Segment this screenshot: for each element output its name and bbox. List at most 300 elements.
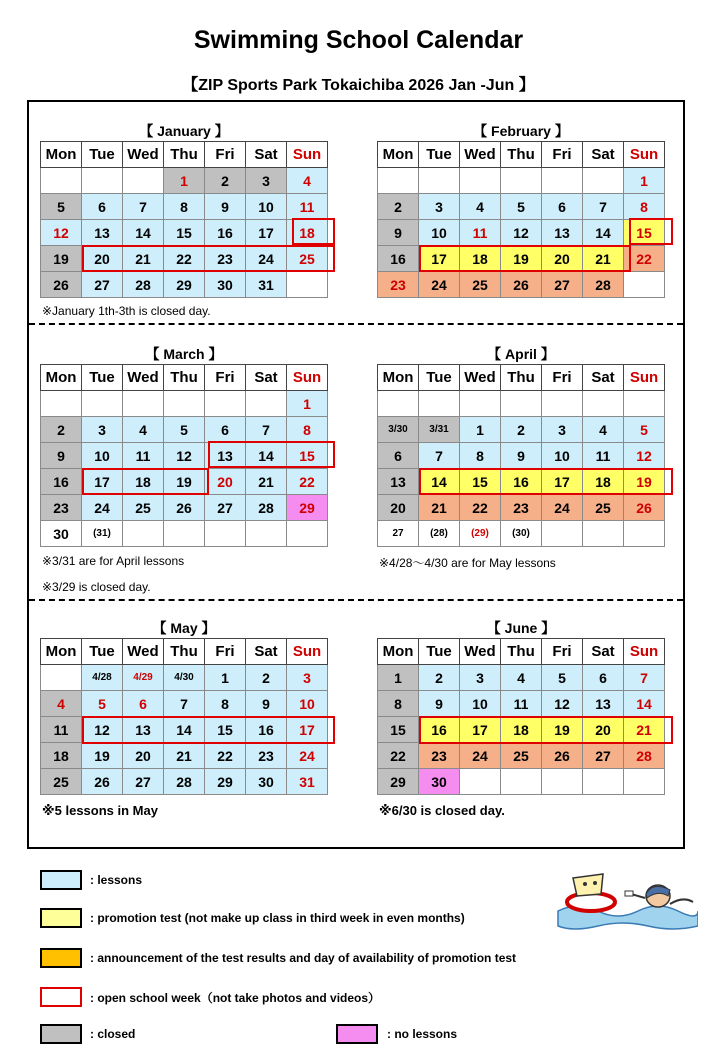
day-cell: 25 xyxy=(460,272,501,298)
day-cell: 12 xyxy=(41,220,82,246)
day-cell: 11 xyxy=(287,194,328,220)
day-cell xyxy=(205,521,246,547)
day-cell: 7 xyxy=(164,691,205,717)
month-grid xyxy=(40,364,328,547)
week-row xyxy=(378,691,665,717)
day-cell: 15 xyxy=(287,443,328,469)
day-cell: 21 xyxy=(419,495,460,521)
weekday-header: Thu xyxy=(164,365,205,391)
day-cell: 23 xyxy=(246,743,287,769)
day-cell: 12 xyxy=(624,443,665,469)
legend-open-week-swatch xyxy=(40,987,82,1007)
weekday-header: Sat xyxy=(246,639,287,665)
weekday-header: Fri xyxy=(542,365,583,391)
swimmer-illustration-icon xyxy=(553,866,698,936)
day-cell: 12 xyxy=(82,717,123,743)
day-cell xyxy=(164,521,205,547)
day-cell: 13 xyxy=(542,220,583,246)
day-cell: 20 xyxy=(583,717,624,743)
day-cell: 15 xyxy=(460,469,501,495)
day-cell: 4/30 xyxy=(164,665,205,691)
day-cell: 1 xyxy=(205,665,246,691)
legend-lessons-swatch xyxy=(40,870,82,890)
day-cell: 17 xyxy=(542,469,583,495)
weekday-header-row xyxy=(378,142,665,168)
day-cell: 27 xyxy=(378,521,419,547)
day-cell xyxy=(501,391,542,417)
day-cell: 10 xyxy=(419,220,460,246)
day-cell: 22 xyxy=(164,246,205,272)
week-row xyxy=(41,691,328,717)
day-cell xyxy=(378,168,419,194)
weekday-header: Sun xyxy=(624,365,665,391)
day-cell: (31) xyxy=(82,521,123,547)
day-cell: 4 xyxy=(583,417,624,443)
month-title: 【 June 】 xyxy=(486,620,556,636)
weekday-header: Fri xyxy=(205,142,246,168)
day-cell: 29 xyxy=(205,769,246,795)
day-cell: 6 xyxy=(542,194,583,220)
day-cell: 8 xyxy=(378,691,419,717)
day-cell: 26 xyxy=(164,495,205,521)
day-cell xyxy=(82,168,123,194)
day-cell xyxy=(583,521,624,547)
day-cell: 19 xyxy=(542,717,583,743)
day-cell: 19 xyxy=(164,469,205,495)
week-row xyxy=(378,194,665,220)
month-title: 【 May 】 xyxy=(152,620,216,636)
weekday-header-row xyxy=(41,639,328,665)
note-january: ※January 1th-3th is closed day. xyxy=(42,304,211,318)
day-cell: 8 xyxy=(460,443,501,469)
week-row xyxy=(41,743,328,769)
week-row xyxy=(378,743,665,769)
day-cell: 20 xyxy=(205,469,246,495)
week-row xyxy=(41,521,328,547)
day-cell xyxy=(624,521,665,547)
day-cell xyxy=(419,168,460,194)
week-row xyxy=(41,665,328,691)
day-cell xyxy=(246,521,287,547)
day-cell: 6 xyxy=(583,665,624,691)
day-cell: 28 xyxy=(164,769,205,795)
day-cell: 2 xyxy=(378,194,419,220)
divider-1 xyxy=(29,323,683,325)
day-cell: 11 xyxy=(41,717,82,743)
week-row xyxy=(378,391,665,417)
day-cell: 12 xyxy=(501,220,542,246)
day-cell xyxy=(542,391,583,417)
calendar-may xyxy=(40,620,328,795)
day-cell: 28 xyxy=(583,272,624,298)
day-cell: 17 xyxy=(82,469,123,495)
day-cell xyxy=(460,769,501,795)
day-cell: 4 xyxy=(460,194,501,220)
day-cell: 18 xyxy=(460,246,501,272)
day-cell: 5 xyxy=(624,417,665,443)
day-cell: 16 xyxy=(378,246,419,272)
week-row xyxy=(41,443,328,469)
week-row xyxy=(378,443,665,469)
weekday-header: Mon xyxy=(378,365,419,391)
day-cell: 23 xyxy=(41,495,82,521)
day-cell: (30) xyxy=(501,521,542,547)
note-may: ※5 lessons in May xyxy=(42,803,158,818)
weekday-header-row xyxy=(41,142,328,168)
legend-announce-swatch xyxy=(40,948,82,968)
day-cell: 9 xyxy=(41,443,82,469)
day-cell: 14 xyxy=(123,220,164,246)
page-subtitle: 【ZIP Sports Park Tokaichiba 2026 Jan -Jun 】 xyxy=(182,77,535,94)
day-cell: 19 xyxy=(82,743,123,769)
day-cell: 2 xyxy=(501,417,542,443)
day-cell: 21 xyxy=(164,743,205,769)
day-cell: 18 xyxy=(583,469,624,495)
day-cell: 7 xyxy=(624,665,665,691)
weekday-header: Sun xyxy=(287,639,328,665)
day-cell: 7 xyxy=(246,417,287,443)
day-cell: 4 xyxy=(41,691,82,717)
week-row xyxy=(41,769,328,795)
weekday-header: Sat xyxy=(583,365,624,391)
legend-closed-label: : closed xyxy=(90,1027,136,1041)
week-row xyxy=(41,469,328,495)
day-cell: 11 xyxy=(583,443,624,469)
day-cell: 18 xyxy=(287,220,328,246)
weekday-header: Sat xyxy=(246,142,287,168)
day-cell: 15 xyxy=(164,220,205,246)
legend-no-lessons-swatch xyxy=(336,1024,378,1044)
week-row xyxy=(41,194,328,220)
day-cell: 4 xyxy=(287,168,328,194)
day-cell: 28 xyxy=(624,743,665,769)
day-cell: 25 xyxy=(123,495,164,521)
day-cell: 15 xyxy=(205,717,246,743)
day-cell: 2 xyxy=(419,665,460,691)
day-cell: 24 xyxy=(460,743,501,769)
day-cell: 12 xyxy=(164,443,205,469)
day-cell: 28 xyxy=(123,272,164,298)
week-row xyxy=(41,220,328,246)
month-title: 【 January 】 xyxy=(139,123,229,139)
day-cell: 17 xyxy=(419,246,460,272)
day-cell: 20 xyxy=(542,246,583,272)
day-cell: 10 xyxy=(82,443,123,469)
day-cell xyxy=(583,769,624,795)
day-cell: 5 xyxy=(542,665,583,691)
day-cell: 18 xyxy=(123,469,164,495)
note-april: ※4/28～4/30 are for May lessons xyxy=(379,556,556,570)
weekday-header: Wed xyxy=(460,142,501,168)
day-cell: 14 xyxy=(624,691,665,717)
day-cell: 17 xyxy=(246,220,287,246)
calendar-june xyxy=(377,620,665,795)
day-cell: 24 xyxy=(246,246,287,272)
weekday-header-row xyxy=(378,639,665,665)
day-cell: 13 xyxy=(123,717,164,743)
day-cell: 16 xyxy=(205,220,246,246)
day-cell: 28 xyxy=(246,495,287,521)
divider-2 xyxy=(29,599,683,601)
day-cell: 26 xyxy=(41,272,82,298)
legend-announce-label: : announcement of the test results and day of availability of promotion test xyxy=(90,951,517,965)
day-cell: 13 xyxy=(205,443,246,469)
day-cell: 23 xyxy=(378,272,419,298)
weekday-header: Wed xyxy=(123,142,164,168)
day-cell: 4 xyxy=(123,417,164,443)
month-grid xyxy=(377,638,665,795)
day-cell: 10 xyxy=(287,691,328,717)
day-cell xyxy=(460,168,501,194)
week-row xyxy=(41,168,328,194)
day-cell xyxy=(501,168,542,194)
day-cell: 22 xyxy=(460,495,501,521)
day-cell: 14 xyxy=(583,220,624,246)
month-grid xyxy=(377,364,665,547)
day-cell xyxy=(246,391,287,417)
day-cell: 3 xyxy=(460,665,501,691)
day-cell xyxy=(624,769,665,795)
week-row xyxy=(378,469,665,495)
week-row xyxy=(378,495,665,521)
day-cell: 5 xyxy=(82,691,123,717)
day-cell: 15 xyxy=(378,717,419,743)
weekday-header: Tue xyxy=(82,639,123,665)
day-cell: 6 xyxy=(205,417,246,443)
day-cell: 27 xyxy=(205,495,246,521)
day-cell: 30 xyxy=(205,272,246,298)
day-cell: 13 xyxy=(583,691,624,717)
day-cell: 25 xyxy=(41,769,82,795)
weekday-header: Tue xyxy=(82,142,123,168)
week-row xyxy=(378,220,665,246)
day-cell: 9 xyxy=(501,443,542,469)
day-cell: 24 xyxy=(419,272,460,298)
day-cell: 13 xyxy=(378,469,419,495)
day-cell: 20 xyxy=(82,246,123,272)
weekday-header: Tue xyxy=(82,365,123,391)
weekday-header: Sat xyxy=(583,142,624,168)
weekday-header: Thu xyxy=(164,142,205,168)
day-cell: 26 xyxy=(542,743,583,769)
week-row xyxy=(41,495,328,521)
weekday-header: Sun xyxy=(624,142,665,168)
week-row xyxy=(378,272,665,298)
day-cell: 14 xyxy=(164,717,205,743)
day-cell: 22 xyxy=(378,743,419,769)
month-grid xyxy=(40,141,328,298)
day-cell: 16 xyxy=(501,469,542,495)
calendar-february xyxy=(377,123,665,298)
day-cell: 22 xyxy=(205,743,246,769)
day-cell: 19 xyxy=(501,246,542,272)
day-cell: 27 xyxy=(542,272,583,298)
legend-open-week-label: : open school week（not take photos and videos） xyxy=(90,991,381,1005)
day-cell: 22 xyxy=(624,246,665,272)
day-cell: 19 xyxy=(41,246,82,272)
day-cell: 29 xyxy=(287,495,328,521)
month-grid xyxy=(40,638,328,795)
day-cell: 1 xyxy=(460,417,501,443)
day-cell: 26 xyxy=(624,495,665,521)
day-cell xyxy=(542,168,583,194)
weekday-header: Wed xyxy=(460,365,501,391)
day-cell: 20 xyxy=(123,743,164,769)
weekday-header: Thu xyxy=(164,639,205,665)
day-cell xyxy=(82,391,123,417)
week-row xyxy=(41,417,328,443)
day-cell: 16 xyxy=(41,469,82,495)
day-cell: 31 xyxy=(246,272,287,298)
day-cell: 23 xyxy=(501,495,542,521)
day-cell: 30 xyxy=(41,521,82,547)
weekday-header: Wed xyxy=(460,639,501,665)
day-cell: 17 xyxy=(460,717,501,743)
month-grid xyxy=(377,141,665,298)
day-cell: 29 xyxy=(378,769,419,795)
day-cell: 8 xyxy=(287,417,328,443)
note-june: ※6/30 is closed day. xyxy=(379,803,505,818)
day-cell xyxy=(542,521,583,547)
day-cell: 30 xyxy=(246,769,287,795)
week-row xyxy=(41,272,328,298)
day-cell: 11 xyxy=(123,443,164,469)
day-cell xyxy=(287,521,328,547)
day-cell: 4/29 xyxy=(123,665,164,691)
day-cell: 1 xyxy=(287,391,328,417)
calendar-april xyxy=(377,346,665,547)
week-row xyxy=(378,769,665,795)
day-cell: 20 xyxy=(378,495,419,521)
week-row xyxy=(378,521,665,547)
day-cell: 22 xyxy=(287,469,328,495)
day-cell xyxy=(41,391,82,417)
calendar-january xyxy=(40,123,328,298)
weekday-header: Wed xyxy=(123,365,164,391)
day-cell: 3/31 xyxy=(419,417,460,443)
day-cell: 11 xyxy=(460,220,501,246)
weekday-header: Tue xyxy=(419,142,460,168)
calendar-march xyxy=(40,346,328,547)
day-cell: 21 xyxy=(624,717,665,743)
day-cell: 21 xyxy=(583,246,624,272)
weekday-header: Fri xyxy=(542,142,583,168)
week-row xyxy=(41,391,328,417)
day-cell: (28) xyxy=(419,521,460,547)
day-cell: 1 xyxy=(378,665,419,691)
day-cell xyxy=(123,521,164,547)
day-cell xyxy=(583,391,624,417)
day-cell xyxy=(41,168,82,194)
day-cell: 5 xyxy=(501,194,542,220)
day-cell: 11 xyxy=(501,691,542,717)
note-march-1: ※3/31 are for April lessons xyxy=(42,554,185,568)
day-cell: 25 xyxy=(583,495,624,521)
day-cell: 10 xyxy=(246,194,287,220)
day-cell xyxy=(164,391,205,417)
weekday-header: Fri xyxy=(542,639,583,665)
day-cell xyxy=(624,272,665,298)
day-cell: 14 xyxy=(246,443,287,469)
weekday-header: Thu xyxy=(501,365,542,391)
week-row xyxy=(378,246,665,272)
legend-test-label: : promotion test (not make up class in third week in even months) xyxy=(90,911,465,925)
day-cell: 9 xyxy=(205,194,246,220)
day-cell: 5 xyxy=(41,194,82,220)
day-cell: 6 xyxy=(82,194,123,220)
weekday-header: Thu xyxy=(501,142,542,168)
legend-closed-swatch xyxy=(40,1024,82,1044)
day-cell: 9 xyxy=(378,220,419,246)
day-cell: 18 xyxy=(501,717,542,743)
weekday-header: Mon xyxy=(378,639,419,665)
day-cell: 25 xyxy=(287,246,328,272)
weekday-header: Tue xyxy=(419,365,460,391)
day-cell: 10 xyxy=(460,691,501,717)
month-title: 【 February 】 xyxy=(473,123,569,139)
weekday-header: Sun xyxy=(287,142,328,168)
day-cell: 18 xyxy=(41,743,82,769)
day-cell: 3 xyxy=(82,417,123,443)
month-title: 【 April 】 xyxy=(487,346,555,362)
weekday-header: Mon xyxy=(41,142,82,168)
legend-no-lessons-label: : no lessons xyxy=(387,1027,458,1041)
day-cell: 25 xyxy=(501,743,542,769)
weekday-header: Mon xyxy=(41,365,82,391)
day-cell xyxy=(287,272,328,298)
day-cell: 4 xyxy=(501,665,542,691)
day-cell: 3/30 xyxy=(378,417,419,443)
day-cell: 15 xyxy=(624,220,665,246)
weekday-header: Sun xyxy=(287,365,328,391)
day-cell: 1 xyxy=(164,168,205,194)
day-cell: 14 xyxy=(419,469,460,495)
day-cell: 21 xyxy=(246,469,287,495)
week-row xyxy=(378,168,665,194)
day-cell xyxy=(378,391,419,417)
day-cell: 10 xyxy=(542,443,583,469)
day-cell xyxy=(419,391,460,417)
day-cell: 2 xyxy=(205,168,246,194)
weekday-header: Mon xyxy=(378,142,419,168)
day-cell: 26 xyxy=(82,769,123,795)
day-cell: 9 xyxy=(246,691,287,717)
weekday-header-row xyxy=(41,365,328,391)
day-cell: 1 xyxy=(624,168,665,194)
day-cell xyxy=(41,665,82,691)
day-cell: 29 xyxy=(164,272,205,298)
week-row xyxy=(41,246,328,272)
day-cell: 27 xyxy=(583,743,624,769)
day-cell: 2 xyxy=(41,417,82,443)
day-cell: (29) xyxy=(460,521,501,547)
weekday-header: Wed xyxy=(123,639,164,665)
week-row xyxy=(41,717,328,743)
weekday-header: Sat xyxy=(583,639,624,665)
day-cell: 19 xyxy=(624,469,665,495)
day-cell: 24 xyxy=(542,495,583,521)
page-title: Swimming School Calendar xyxy=(193,26,524,54)
day-cell: 6 xyxy=(378,443,419,469)
day-cell: 24 xyxy=(82,495,123,521)
day-cell xyxy=(123,168,164,194)
day-cell: 7 xyxy=(583,194,624,220)
weekday-header: Thu xyxy=(501,639,542,665)
day-cell: 23 xyxy=(205,246,246,272)
day-cell: 3 xyxy=(419,194,460,220)
weekday-header: Fri xyxy=(205,639,246,665)
day-cell: 26 xyxy=(501,272,542,298)
